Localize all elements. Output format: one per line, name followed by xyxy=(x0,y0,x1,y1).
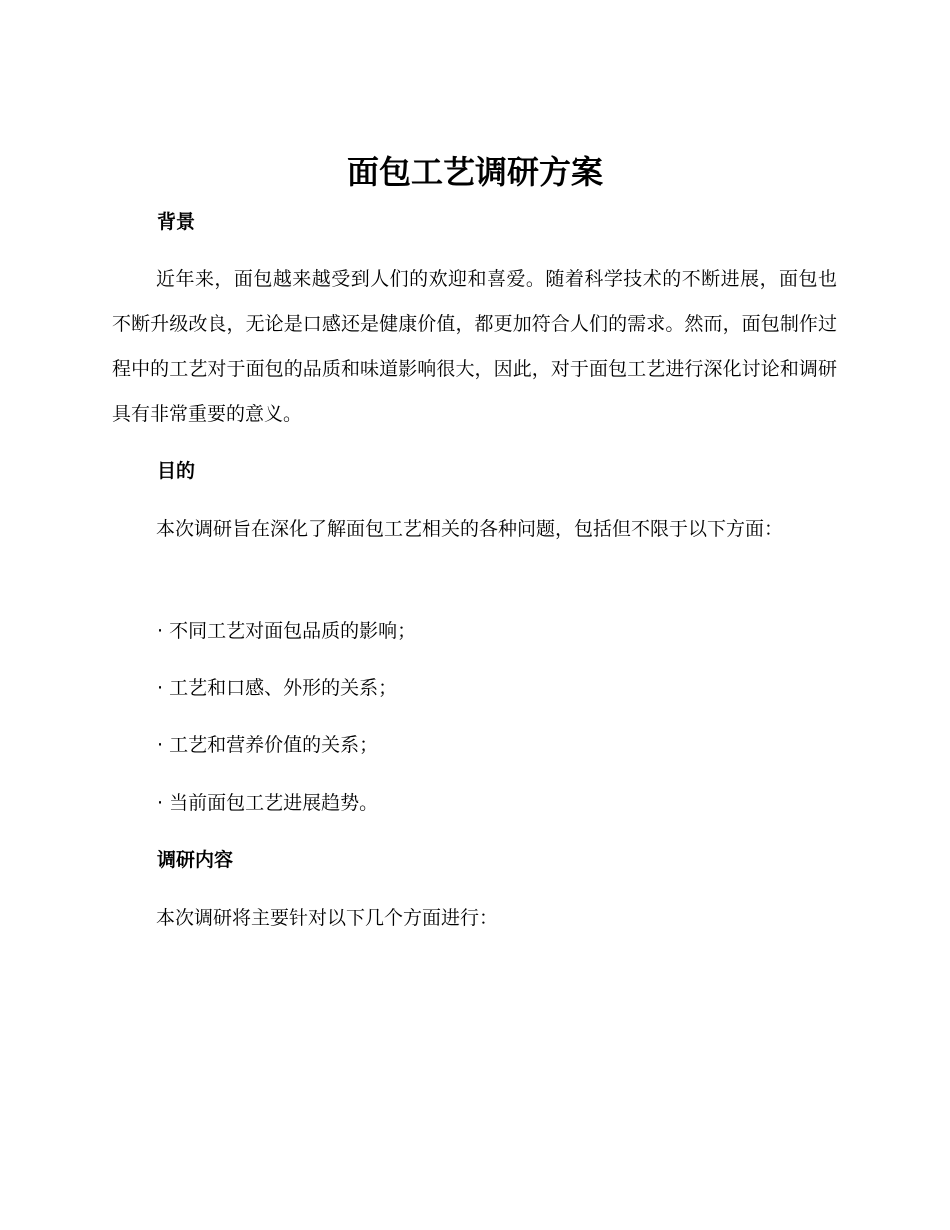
list-item: · 工艺和营养价值的关系； xyxy=(157,734,379,756)
section-heading-content: 调研内容 xyxy=(157,849,234,871)
paragraph-content: 本次调研将主要针对以下几个方面进行： xyxy=(156,907,499,929)
list-item: · 工艺和口感、外形的关系； xyxy=(157,677,398,699)
paragraph-background: 近年来，面包越来越受到人们的欢迎和喜爱。随着科学技术的不断进展，面包也不断升级改良，无论是口感还是健康价值，都更加符合人们的需求。然而，面包制作过程中的工艺对于面包的品质和味道影响很大，因此，对于面包工艺进行深化讨论和调研具有非常重要的意义。 xyxy=(112,268,837,425)
list-item: · 当前面包工艺进展趋势。 xyxy=(157,792,379,814)
paragraph-purpose: 本次调研旨在深化了解面包工艺相关的各种问题，包括但不限于以下方面： xyxy=(156,518,784,540)
section-heading-background: 背景 xyxy=(157,211,196,233)
document-title: 面包工艺调研方案 xyxy=(346,153,603,191)
list-item: · 不同工艺对面包品质的影响； xyxy=(157,620,417,642)
section-heading-purpose: 目的 xyxy=(157,460,196,482)
